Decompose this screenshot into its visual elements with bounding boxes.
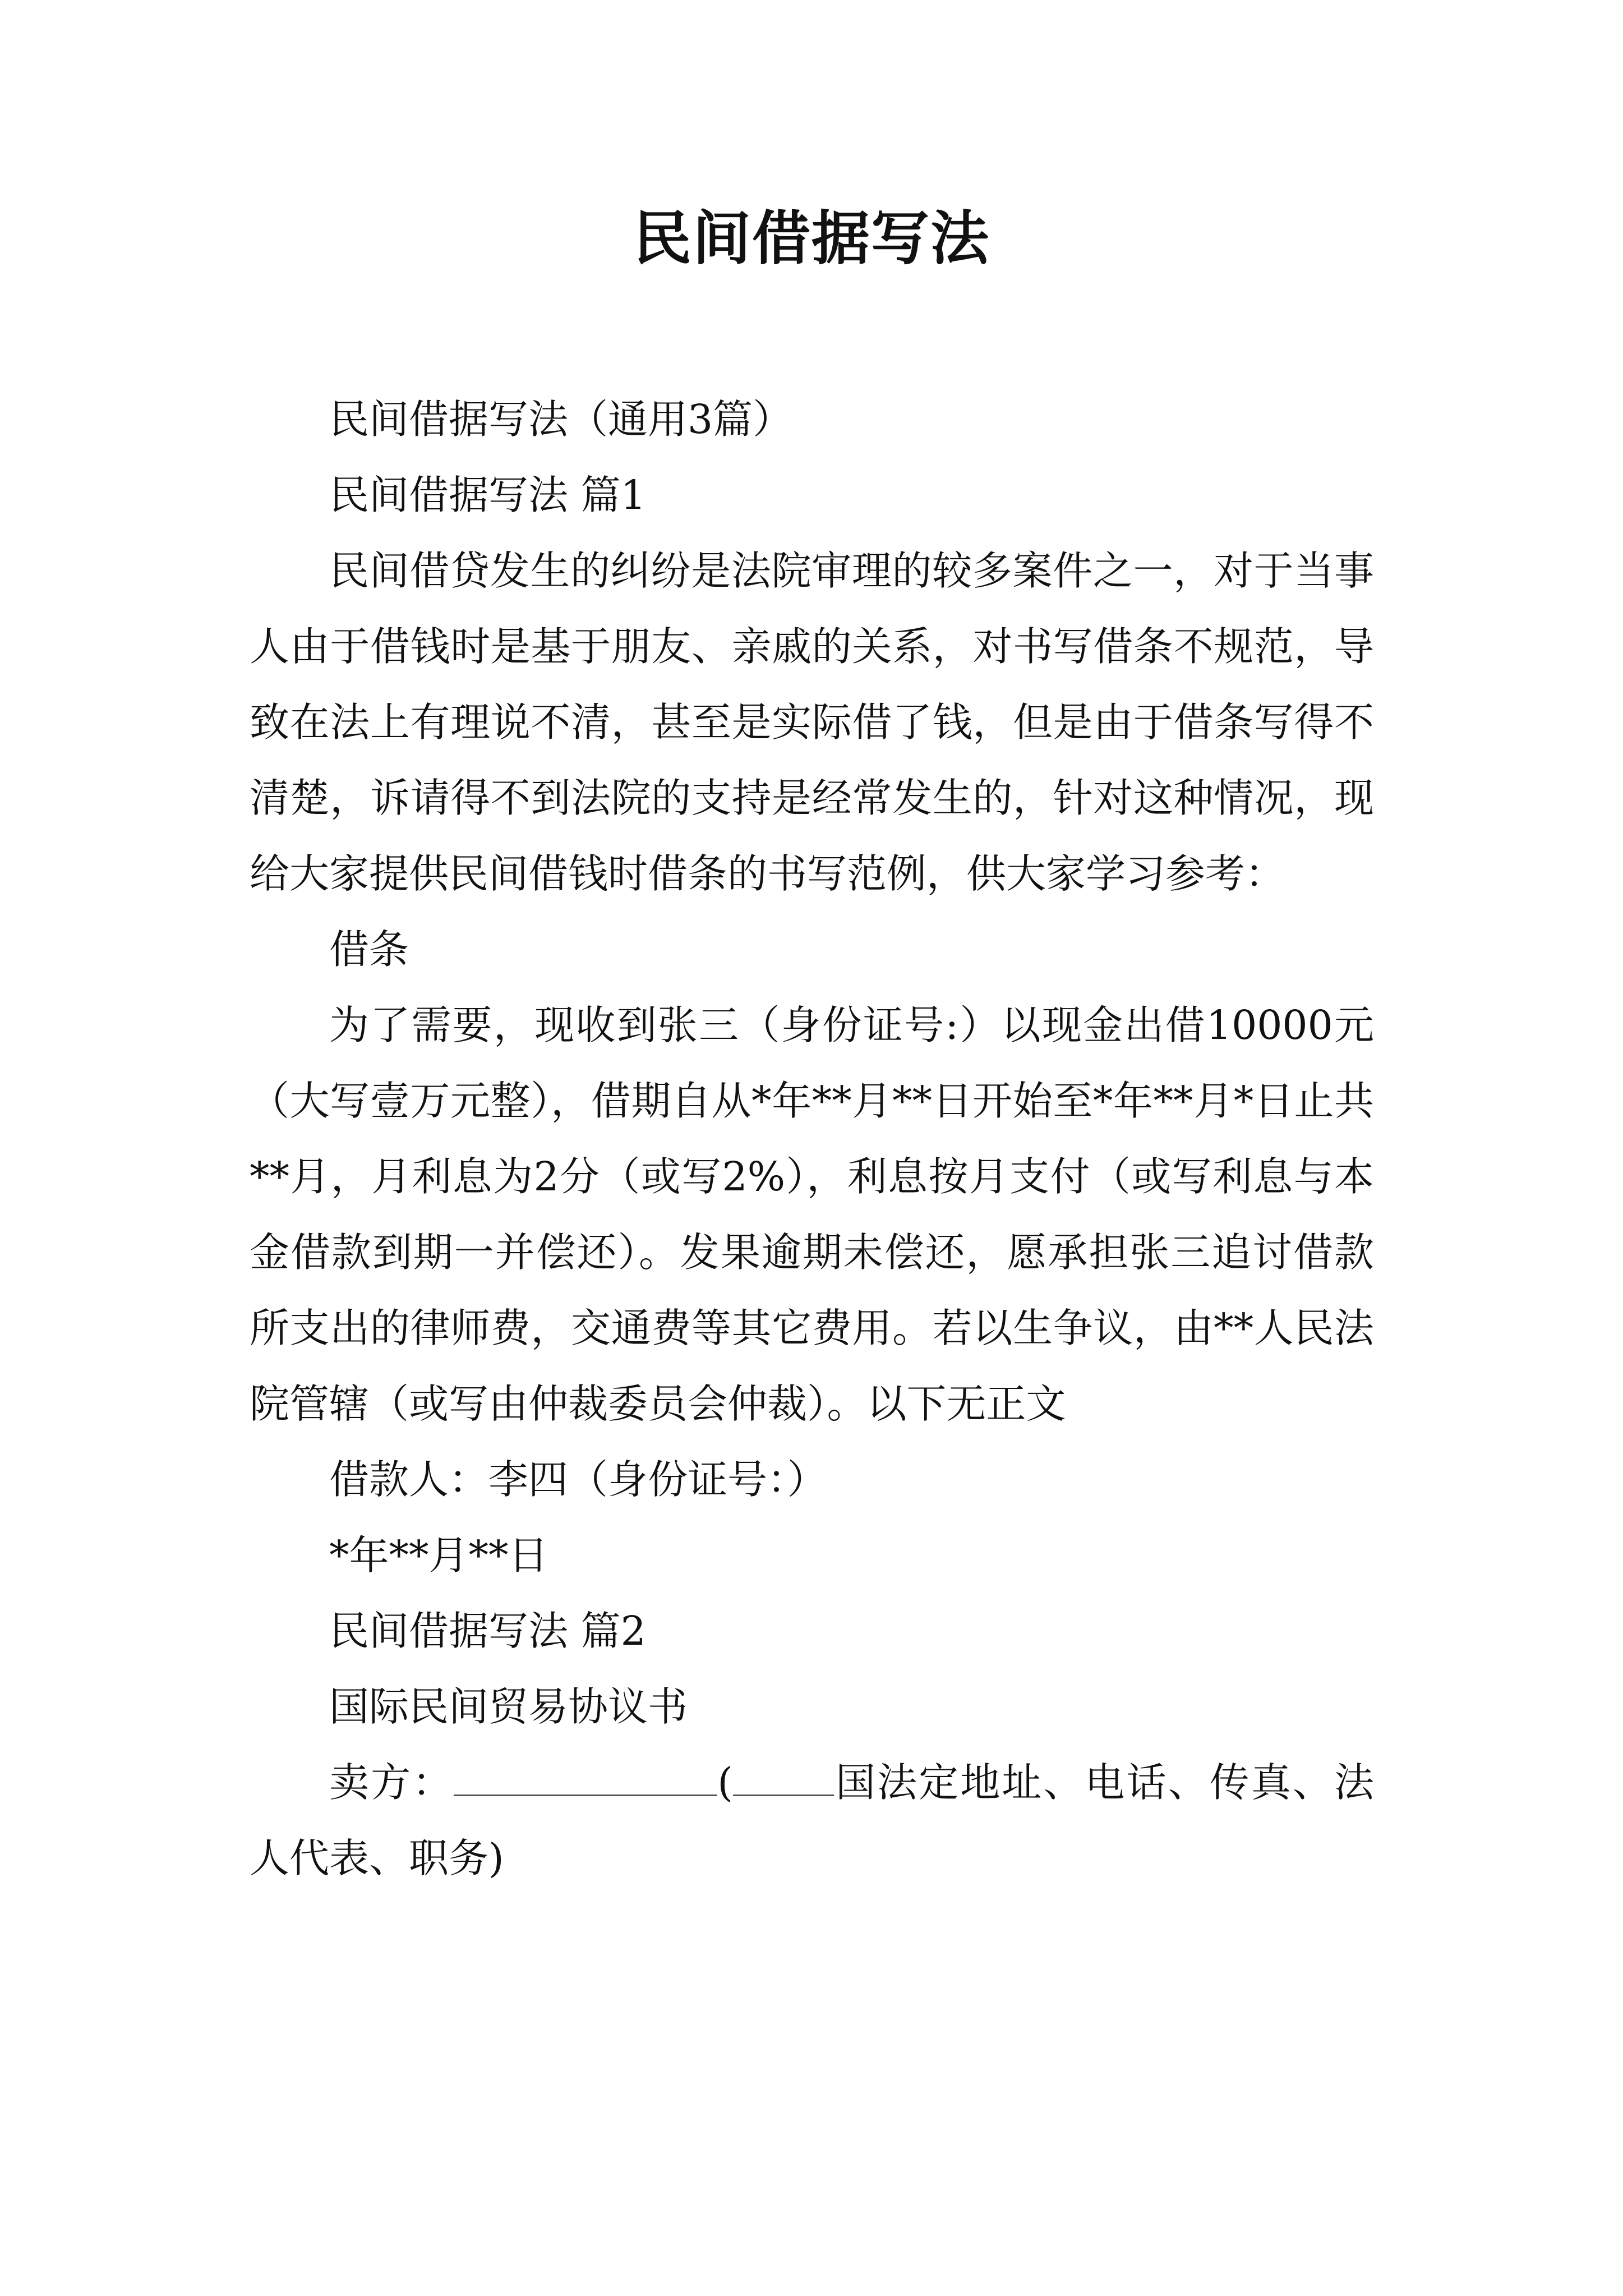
subtitle-paragraph: 民间借据写法（通用3篇） <box>329 396 793 443</box>
intro-paragraph: 民间借贷发生的纠纷是法院审理的较多案件之一，对于当事人由于借钱时是基于朋友、亲戚的关系，对书写借条不规范，导致在法上有理说不清，甚至是实际借了钱，但是由于借条写得不清楚，诉请得不到法院的支持是经常发生的，针对这种情况，现给大家提供民间借钱时借条的书写范例，供大家学习参考： <box>250 547 1374 897</box>
document-title: 民间借据写法 <box>633 204 990 273</box>
agreement-heading: 国际民间贸易协议书 <box>329 1683 688 1730</box>
borrower-line: 借款人：李四（身份证号：） <box>329 1456 827 1503</box>
date-line: *年**月**日 <box>329 1532 548 1579</box>
section-heading-1: 民间借据写法 篇1 <box>329 472 646 518</box>
seller-name-blank <box>454 1755 717 1796</box>
seller-label: 卖方： <box>329 1759 454 1806</box>
iou-body-paragraph: 为了需要，现收到张三（身份证号:）以现金出借10000元（大写壹万元整），借期自从*年**月**日开始至*年**月*日止共**月，月利息为2分（或写2%），利息按月支付（或写利息与本金借款到期一并偿还）。发果逾期未偿还，愿承担张三追讨借款所支出的律师费，交通费等其它费用。若以生争议，由**人民法院管辖（或写由仲裁委员会仲裁）。以下无正文 <box>250 1002 1374 1427</box>
section-heading-2: 民间借据写法 篇2 <box>329 1608 646 1654</box>
seller-line <box>250 1745 1374 1896</box>
document-body <box>250 381 1374 1896</box>
seller-open-paren: ( <box>717 1759 733 1806</box>
seller-country-blank <box>733 1755 834 1796</box>
seller-details-text: 国法定地址、电话、传真、法人代表、职务) <box>250 1759 1374 1881</box>
iou-heading: 借条 <box>329 926 409 973</box>
